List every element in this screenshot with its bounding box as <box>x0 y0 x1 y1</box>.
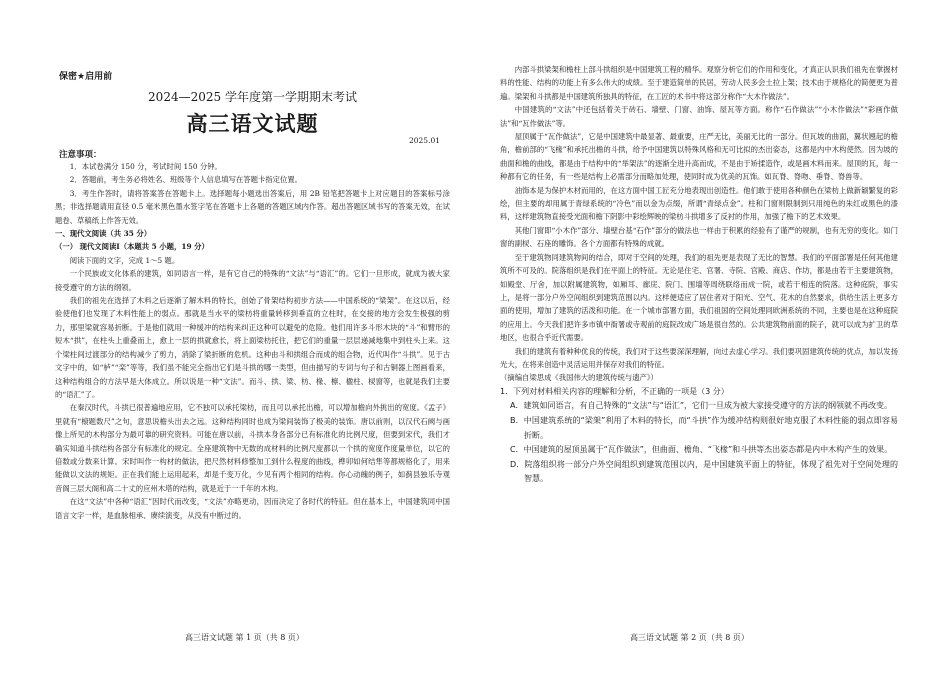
left-page <box>55 0 450 673</box>
note-item: 2．答题前，考生务必将姓名、班级等个人信息填写在答题卡指定位置。 <box>69 175 303 185</box>
reading-instruction: 阅读下面的文字，完成 1～5 题。 <box>69 255 180 265</box>
passage-continued <box>500 63 898 487</box>
passage-paragraph: 内部斗拱梁架和檐柱上部斗拱组织是中国建筑工程的精华。观察分析它们的作用和变化，才真正认识我们祖先在掌握材料的性能、结构的功能上有多么伟大的成绩。至于建造简单的民居，劳动人民多会土拉上架；技术由于规格化的简便更为普遍。梁架和斗拱都是中国建筑所独具的特征，在工匠的术书中将这部分称作“大木作做法”。 <box>500 65 898 101</box>
question-option-c: C．中国建筑的屋顶虽属于“瓦作做法”，但曲面、檐角、“飞椽”和斗拱等杰出姿态都是内中木构产生的效果。 <box>510 445 893 455</box>
note-item: 3．考生作答时，请将答案答在答题卡上。选择题每小题选出答案后，用 2B 铅笔把答题卡上对应题目的答案标号涂黑；非选择题请用直径 0.5 毫米黑色墨水签字笔在答题卡上各题的答题区域内作答。超出答题区域书写的答案无效，在试题卷、草稿纸上作答无效。 <box>55 188 450 225</box>
notes-heading: 注意事项： <box>59 150 102 160</box>
passage-paragraph: 中国建筑的“文法”中还包括着关于砖石、墙壁、门窗、油饰、屋瓦等方面。称作“石作做法”“小木作做法”“彩画作做法”和“瓦作做法”等。 <box>500 105 898 128</box>
exam-title: 2024—2025 学年度第一学期期末考试 <box>148 90 357 104</box>
passage-paragraph: 至于建筑物同建筑物间的结合，即对于空间的处理，我们的祖先更是表现了无比的智慧。我们的平面部署是任何其他建筑所不可及的。院落组织是我们在平面上的特征。无论是住宅、官署、寺院、宫殿、商店、作坊，都是由若干主要建筑物，如殿堂、厅舍，加以附属建筑物，如厢耳、廊庑、院门、围墙等周绕联络而成一院，或若干相连的院落。这种庭院，事实上，是将一部分户外空间组织到建筑范围以内。这样便适应了居住者对于阳光、空气、花木的自然要求，供给生活上更多方面的使用，增加了建筑的活泼和功能。在一个城市部署方面，我们祖国的空间处理同欧洲系统的不同，主要也是在这种庭院的应用上。今天我们把许多市镇中衙署或寺观前的庭院改成广场是很自然的。公共建筑物前面的院子，就可以成为扩卫的草地区，也很合乎近代需要。 <box>500 252 898 343</box>
exam-date: 2025.01 <box>408 136 440 145</box>
passage-paragraph: 油饰本是为保护木材而用的，在这方面中国工匠充分地表现出创造性。他们敢于使用各种颜色在梁枋上做新颖繁复的彩绘，但主要的却用属于青绿系统的“冷色”而以金为点缀，所谓“青绿点金”。柱和门窗则限制到只用纯色的朱红或黑色的漆料，这样建筑物直接受光面和檐下阴影中彩绘辉映的梁枋斗拱增多了反衬的作用，加强了檐下的艺术效果。 <box>500 185 898 222</box>
passage-paragraph: 在这“文法”中各种“语汇”因时代而改变，“文法”亦略更动，因而决定了各时代的特征。但在基本上，中国建筑同中国语言文字一样，是血脉相承、赓续演变，从没有中断过的。 <box>55 497 450 520</box>
page-footer: 高三语文试题 第 2 页（共 8 页） <box>630 633 749 642</box>
passage-paragraph: 我们的祖先在选择了木料之后逐渐了解木料的特长，创始了骨架结构初步方法——中国系统的“梁架”。在这以后，经验使他们也发现了木料性能上的弱点。那就是当水平的梁枋将重量转移到垂直的立柱时，在交接的地方会发生极强的剪力，那里梁就容易折断。于是他们就用一种缓冲的结构来纠正这种可以避免的危险。他们用许多斗形木块的“斗”和臂形的短木“拱”，在柱头上重叠而上，愈上一层的拱就愈长，将上面梁枋托住，把它们的重量一层层递减地集中到柱头上来。这个梁柱间过渡部分的结构减少了剪力，消除了梁折断的危机。这种由斗和拱组合而成的组合物，近代叫作“斗拱”。见于古文字中的，如“栌”“栾”等等，我们虽不能完全指出它们是斗拱的哪一类型，但由描写的专词与句子和古铜器上图画看来，这种结构组合的方法早是大体成立。所以说是一种“文法”。而斗、拱、梁、枋、椽、檩、楹柱、棂窗等，也就是我们主要的“语汇”了。 <box>55 296 450 399</box>
subject-title: 高三语文试题 <box>186 111 319 136</box>
subsection-heading: （一） 现代文阅读Ⅰ（本题共 5 小题，19 分） <box>55 242 209 252</box>
page-footer: 高三语文试题 第 1 页（共 8 页） <box>185 633 304 642</box>
question-option-d: D．院落组织将一部分户外空间组织到建筑范围以内，是中国建筑平面上的特征，体现了祖先对于空间处理的智慧。 <box>510 459 898 484</box>
question-option-a: A．建筑如同语言，有自己特殊的“文法”与“语汇”，它们一旦成为被大家接受遵守的方法的纲领就不再改变。 <box>510 401 893 411</box>
section-heading: 一、现代文阅读（共 35 分） <box>55 229 152 239</box>
notes-list <box>55 160 450 522</box>
note-item: 1．本试卷满分 150 分，考试时间 150 分钟。 <box>69 162 222 171</box>
passage-paragraph: 其他门窗即“小木作”部分、墙壁台基“石作”部分的做法也一样由于积累的经验有了谨严的规制，也有无穷的变化。如门窗的副棂、石座的雕饰。各个方面都有特殊的成就。 <box>500 225 898 249</box>
passage-source: （摘编自梁思成《我国伟大的建筑传统与遗产》） <box>500 373 658 383</box>
right-page <box>500 0 898 673</box>
question-option-b: B．中国建筑系统的“梁架”利用了木料的特长，而“斗拱”作为缓冲结构则很好地克服了木料性能的弱点即容易折断。 <box>510 415 898 440</box>
passage-paragraph: 一个民族或文化体系的建筑，如同语言一样，是有它自己的特殊的“文法”与“语汇”的。它们一旦形成，就成为被大家接受遵守的方法的纲领。 <box>55 269 450 292</box>
question-stem: 1．下列对材料相关内容的理解和分析，不正确的一项是（3 分） <box>500 386 729 396</box>
passage-paragraph: 我们的建筑有着种种优良的传统，我们对于这些要深深理解，向过去虚心学习。我们要巩固建筑传统的优点，加以发扬光大，在将来创造中灵活运用并保存对我们的特征。 <box>500 346 898 369</box>
confidential-label: 保密★启用前 <box>59 72 113 82</box>
passage-paragraph: 屋顶属于“瓦作做法”，它是中国建筑中最显著、最重要，庄严无比，美丽无比的一部分。但瓦坡的曲面，翼状翘起的檐角，檐前部的“飞椽”和承托出檐的斗拱，给予中国建筑以特殊风格和无可比拟的杰出姿态，这都是内中木构使然。因为坡的曲面和檐的曲线，都是由于结构中的“举架法”的逐渐全进升高而成，不是由于矫揉造作，或是画木料而来。屋顶的瓦，每一种都有它的任务，有一些是结构上必需部分而略加处理，使同时成为优美的瓦饰。如瓦脊、脊吻、垂脊、脊兽等。 <box>500 132 898 182</box>
passage-paragraph: 在秦汉时代，斗拱已很普遍地应用，它不独可以承托梁枋，而且可以承托出檐，可以增加檐向外挑出的宽度。《孟子》里就有“榱题数尺”之句，意思说檐头出去之远。这种结构同时也成为梁间装饰了极美的装饰。唐以前则，以汉代石阙与画像上所见的木构部分为最可靠的研究资料。可能在唐以前，斗拱本身各部分已有标准化的比例尺度，但要到宋代，我们才确实知道斗拱结构各部分有标准化的规定。全座建筑物中无数的成材料的比例尺度都以一个拱的宽度作度量单位，以它的倍数或分数来计算。宋时叫作一构材的做法，把尺然材料修整加工到什么程度的曲线，榫卯如何结隼等都规格化了，用来能做以文法的规矩。正在我们能上运用起来，却是千变万化，少见有两个相同的结构。你心动魄的例子，如蓟县独乐寺观音阁三层大阁和高二十丈的应州木塔的结构，就是近于一千年的木构。 <box>55 403 450 493</box>
